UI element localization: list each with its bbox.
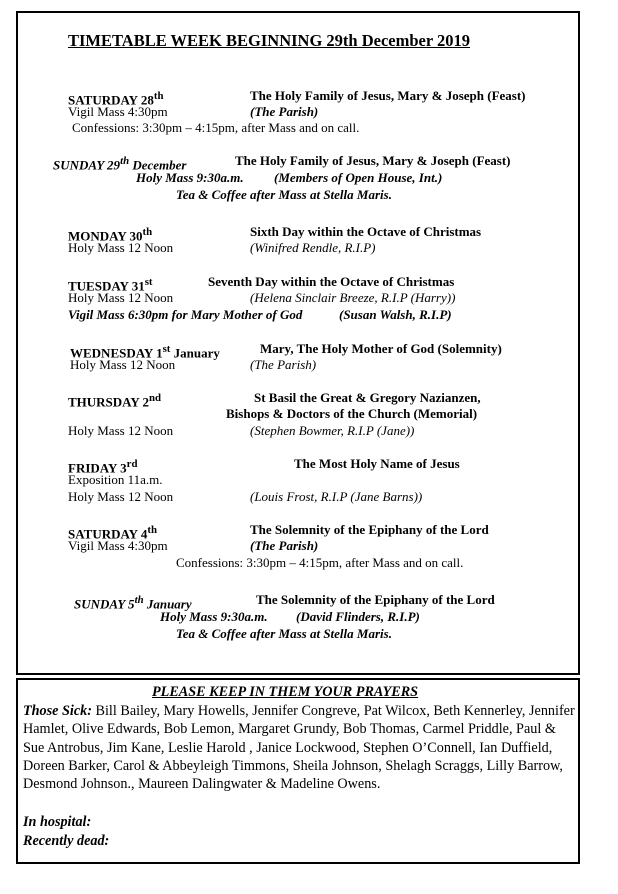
sick-list xyxy=(23,702,575,793)
day-suffix: th xyxy=(120,155,130,167)
day-suffix: rd xyxy=(126,458,138,470)
tea-coffee-note: Tea & Coffee after Mass at Stella Maris. xyxy=(176,187,392,202)
feast-title: The Most Holy Name of Jesus xyxy=(294,456,460,471)
day-suffix: th xyxy=(134,594,144,606)
timetable-title: TIMETABLE WEEK BEGINNING 29th December 2019 xyxy=(68,31,470,50)
day-label: SATURDAY 4 xyxy=(68,526,148,542)
timetable-box xyxy=(16,11,580,675)
mass-time: Holy Mass 9:30a.m. xyxy=(136,170,244,185)
mass-intention: (Louis Frost, R.I.P (Jane Barns)) xyxy=(250,489,423,504)
day-label: SATURDAY 28 xyxy=(68,92,154,108)
feast-title: The Solemnity of the Epiphany of the Lord xyxy=(250,522,489,537)
day-suffix: th xyxy=(147,524,157,536)
day-label: MONDAY 30 xyxy=(68,228,143,244)
mass-intention: (The Parish) xyxy=(250,538,319,553)
feast-title: The Holy Family of Jesus, Mary & Joseph (Feast) xyxy=(250,88,526,103)
mass-time: Vigil Mass 4:30pm xyxy=(68,104,168,119)
prayers-box xyxy=(16,678,580,864)
mass-intention: (Members of Open House, Int.) xyxy=(274,170,443,185)
day-month: January xyxy=(170,345,220,361)
vigil-intention: (Susan Walsh, R.I.P) xyxy=(339,307,452,322)
tea-coffee-note: Tea & Coffee after Mass at Stella Maris. xyxy=(176,626,392,641)
sick-names: Bill Bailey, Mary Howells, Jennifer Congreve, Pat Wilcox, Beth Kennerley, Jennifer Hamlet, Olive Edwards, Bob Lemon, Margaret Grundy, Bob Thomas, Carmel Priddle, Paul & Sue Antrobus, Jim Kane, Leslie Harold , Janice Lockwood, Stephen O’Connell, Ian Duffield, Doreen Barker, Carol & Abbeyleigh Timmons, Sheila Johnson, Shelagh Scraggs, Lilly Barrow, Desmond Johnson., Maureen Dalingwater & Madeline Owens. xyxy=(23,703,575,793)
day-label: SUNDAY 5 xyxy=(74,596,135,612)
sick-label: Those Sick: xyxy=(23,703,92,719)
feast-title: Mary, The Holy Mother of God (Solemnity) xyxy=(260,341,502,356)
feast-title: The Holy Family of Jesus, Mary & Joseph (Feast) xyxy=(235,153,511,168)
recently-dead-label: Recently dead: xyxy=(23,833,110,849)
mass-intention: (Stephen Bowmer, R.I.P (Jane)) xyxy=(250,423,415,438)
prayers-heading: PLEASE KEEP IN THEM YOUR PRAYERS xyxy=(152,684,419,700)
day-label: FRIDAY 3 xyxy=(68,460,127,476)
confessions-text: Confessions: 3:30pm – 4:15pm, after Mass and on call. xyxy=(72,120,360,135)
mass-time: Holy Mass 12 Noon xyxy=(68,423,174,438)
exposition-time: Exposition 11a.m. xyxy=(68,472,163,487)
vigil-mass: Vigil Mass 6:30pm for Mary Mother of God xyxy=(68,307,303,322)
day-suffix: th xyxy=(153,90,164,102)
mass-intention: (The Parish) xyxy=(250,104,319,119)
day-suffix: st xyxy=(144,276,153,288)
mass-time: Holy Mass 9:30a.m. xyxy=(160,609,268,624)
mass-time: Holy Mass 12 Noon xyxy=(68,240,174,255)
day-suffix: th xyxy=(142,226,153,238)
day-suffix: st xyxy=(162,343,171,355)
day-month: January xyxy=(143,596,192,612)
mass-time: Holy Mass 12 Noon xyxy=(68,489,174,504)
feast-title-line2: Bishops & Doctors of the Church (Memorial) xyxy=(226,406,478,421)
mass-time: Holy Mass 12 Noon xyxy=(70,357,176,372)
confessions-text: Confessions: 3:30pm – 4:15pm, after Mass and on call. xyxy=(176,555,464,570)
day-suffix: nd xyxy=(149,392,162,404)
mass-time: Vigil Mass 4:30pm xyxy=(68,538,168,553)
feast-title: Seventh Day within the Octave of Christmas xyxy=(208,274,455,289)
hospital-label: In hospital: xyxy=(23,814,92,830)
day-label: THURSDAY 2 xyxy=(68,394,150,410)
feast-title: The Solemnity of the Epiphany of the Lord xyxy=(256,592,495,607)
feast-title: Sixth Day within the Octave of Christmas xyxy=(250,224,482,239)
feast-title-line1: St Basil the Great & Gregory Nazianzen, xyxy=(254,390,481,405)
day-month: December xyxy=(129,157,187,173)
mass-intention: (Winifred Rendle, R.I.P) xyxy=(250,240,376,255)
day-heading xyxy=(68,390,161,410)
mass-intention: (David Flinders, R.I.P) xyxy=(296,609,420,624)
mass-time: Holy Mass 12 Noon xyxy=(68,290,174,305)
day-label: SUNDAY 29 xyxy=(53,157,121,173)
mass-intention: (The Parish) xyxy=(250,357,317,372)
day-label: TUESDAY 31 xyxy=(68,278,145,294)
day-label: WEDNESDAY 1 xyxy=(70,345,163,361)
mass-intention: (Helena Sinclair Breeze, R.I.P (Harry)) xyxy=(250,290,456,305)
